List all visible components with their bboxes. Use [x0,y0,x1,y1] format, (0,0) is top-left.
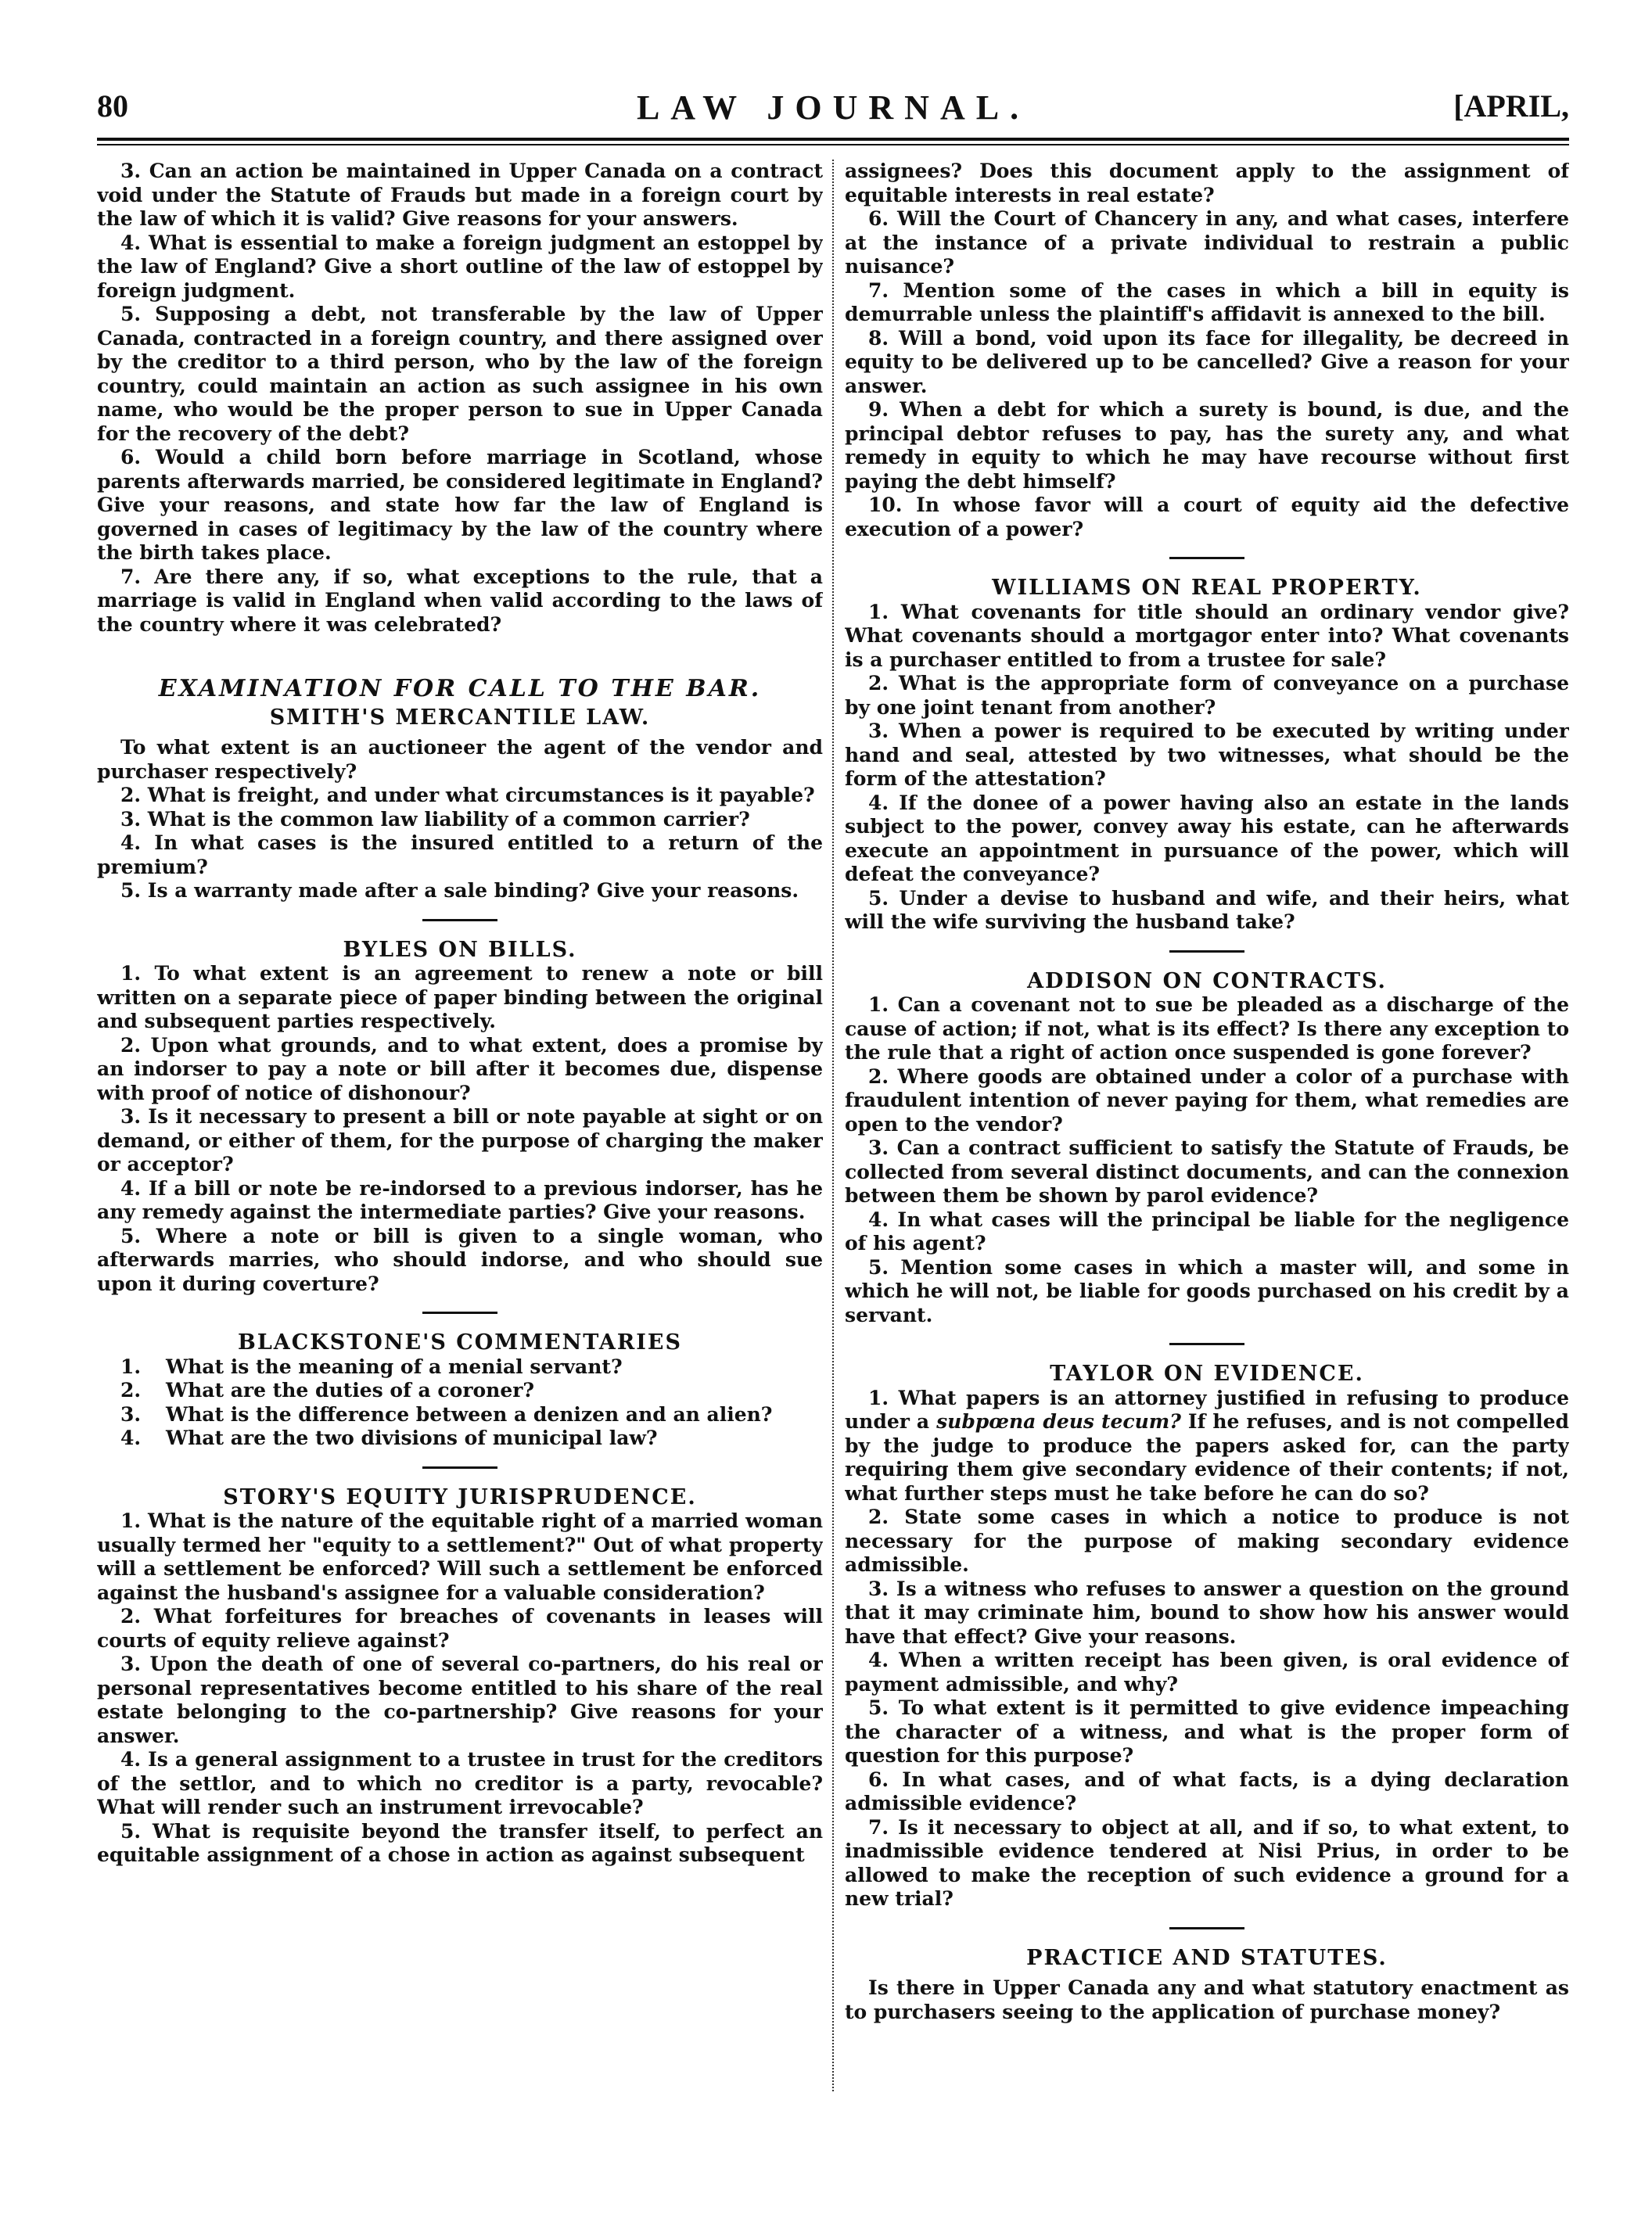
question: 8. Will a bond, void upon its face for illegality, be decreed in equity to be delivered up to be cancelled? Give a reason for your answer. [845,326,1569,397]
question: 4. Is a general assignment to a trustee in trust for the creditors of the settlor, and to which no creditor is a party, revocable? What will render such an instrument irrevocable? [97,1748,823,1818]
section-rule [422,1312,497,1314]
question: 6. In what cases, and of what facts, is a dying declaration admissible evidence? [845,1768,1569,1814]
question: 4. If the donee of a power having also an estate in the lands subject to the power, convey away his estate, can he afterwards execute an appointment in pursuance of the power, which will defeat the conveyance? [845,791,1569,885]
section-heading-blackstone: BLACKSTONE'S COMMENTARIES [238,1330,682,1355]
question: 5. What is requisite beyond the transfer itself, to perfect an equitable assignment of a chose in action as against subsequent [97,1819,823,1866]
question: 4. In what cases is the insured entitled to a return of the premium? [97,831,823,878]
section-heading-taylor: TAYLOR ON EVIDENCE. [1050,1362,1364,1386]
section-rule [422,919,497,921]
right-column [845,160,1569,2107]
question: 10. In whose favor will a court of equity aid the defective execution of a power? [845,494,1569,540]
question: assignees? Does this document apply to the assignment of equitable interests in real estate? [845,160,1569,206]
section-heading-williams: WILLIAMS ON REAL PROPERTY. [992,576,1422,600]
list-item: 3. What is the difference between a denizen and an alien? [120,1402,773,1426]
list-item: 2. What are the duties of a coroner? [120,1379,535,1402]
list-item: 1. What is the meaning of a menial servant? [120,1355,623,1378]
question: 5. Is a warranty made after a sale binding? Give your reasons. [120,879,799,902]
journal-title: LAW JOURNAL. [636,88,1030,127]
question: 1. What papers is an attorney justified in refusing to produce under a subpœna deus tecum? If he refuses, and is not compelled by the judge to produce the papers asked for, can the party requiring them give secondary evidence of their contents; if not, what further steps must he take before he can do so? [845,1386,1569,1505]
question: 5. Under a devise to husband and wife, and their heirs, what will the wife surviving the husband take? [845,886,1569,933]
latin-term: subpœna deus tecum? [936,1410,1181,1433]
question: 2. Upon what grounds, and to what extent, does a promise by an indorser to pay a note or bill after it becomes due, dispense with proof of notice of dishonour? [97,1033,823,1104]
question: To what extent is an auctioneer the agent of the vendor and purchaser respectively? [97,736,823,783]
left-column [97,160,823,2107]
question: 6. Would a child born before marriage in Scotland, whose parents afterwards married, be considered legitimate in England? Give your reasons, and state how far the law of England is governed in cases of legitimacy by the law of the country where the birth takes place. [97,446,823,564]
question: 5. Where a note or bill is given to a single woman, who afterwards marries, who should indorse, and who should sue upon it during coverture? [97,1224,823,1295]
question: 2. State some cases in which a notice to produce is not necessary for the purpose of making secondary evidence admissible. [845,1506,1569,1576]
section-heading-story: STORY'S EQUITY JURISPRUDENCE. [223,1484,697,1509]
question: 4. When a written receipt has been given, is oral evidence of payment admissible, and why? [845,1649,1569,1696]
question: 5. To what extent is it permitted to give evidence impeaching the character of a witness, and what is the proper form of question for this purpose? [845,1696,1569,1767]
section-rule [422,1466,497,1469]
question: 1. Can a covenant not to sue be pleaded as a discharge of the cause of action; if not, what is its effect? Is there any exception to the rule that a right of action once suspended is gone forever? [845,993,1569,1064]
question: 1. What is the nature of the equitable right of a married woman usually termed her "equity to a settlement?" Out of what property will a settlement be enforced? Will such a settlement be enforced against the husband's assignee for a valuable consideration? [97,1509,823,1604]
running-head [97,88,1569,131]
section-heading-smith: SMITH'S MERCANTILE LAW. [269,705,651,730]
question: 3. Is it necessary to present a bill or note payable at sight or on demand, or either of them, for the purpose of charging the maker or acceptor? [97,1105,823,1176]
question: 7. Mention some of the cases in which a bill in equity is demurrable unless the plaintiff's affidavit is annexed to the bill. [845,278,1569,325]
question: 1. What covenants for title should an ordinary vendor give? What covenants should a mortgagor enter into? What covenants is a purchaser entitled to from a trustee for sale? [845,600,1569,671]
section-rule [1169,557,1244,559]
header-rule-thick [97,138,1569,141]
question: 9. When a debt for which a surety is bound, is due, and the principal debtor refuses to pay, has the surety any, and what remedy in equity to which he may have recourse without first paying the debt himself? [845,398,1569,493]
question: 3. Upon the death of one of several co-partners, do his real or personal representatives become entitled to his share of the real estate belonging to the co-partnership? Give reasons for your answer. [97,1653,823,1747]
question: 3. What is the common law liability of a common carrier? [120,807,750,831]
section-rule [1169,1343,1244,1345]
question: 5. Supposing a debt, not transferable by the law of Upper Canada, contracted in a foreign country, and there assigned over by the creditor to a third person, who by the law of the foreign country, could maintain an action as such assignee in his own name, who would be the proper person to sue in Upper Canada for the recovery of the debt? [97,303,823,445]
question: 2. What forfeitures for breaches of covenants in leases will courts of equity relieve against? [97,1605,823,1652]
question: 4. If a bill or note be re-indorsed to a previous indorser, has he any remedy against the intermediate parties? Give your reasons. [97,1176,823,1223]
section-rule [1169,950,1244,953]
question: 3. Can an action be maintained in Upper Canada on a contract void under the Statute of Frauds but made in a foreign court by the law of which it is valid? Give reasons for your answers. [97,160,823,230]
question: 7. Is it necessary to object at all, and if so, to what extent, to inadmissible evidence tendered at Nisi Prius, in order to be allowed to make the reception of such evidence a ground for a new trial? [845,1815,1569,1910]
section-heading-practice: PRACTICE AND STATUTES. [1026,1945,1388,1970]
header-rule-thin [97,144,1569,145]
question: 2. Where goods are obtained under a color of a purchase with fraudulent intention of never paying for them, what remedies are open to the vendor? [845,1064,1569,1136]
question: 3. Can a contract sufficient to satisfy the Statute of Frauds, be collected from several distinct documents, and can the connexion between them be shown by parol evidence? [845,1136,1569,1207]
question: 4. What is essential to make a foreign judgment an estoppel by the law of England? Give a short outline of the law of estoppel by foreign judgment. [97,231,823,302]
question: 4. In what cases will the principal be liable for the negligence of his agent? [845,1208,1569,1254]
question: 1. To what extent is an agreement to renew a note or bill written on a separate piece of paper binding between the original and subsequent parties respectively. [97,962,823,1032]
question: 2. What is the appropriate form of conveyance on a purchase by one joint tenant from another? [845,672,1569,719]
question: 7. Are there any, if so, what exceptions to the rule, that a marriage is valid in England when valid according to the laws of the country where it was celebrated? [97,565,823,636]
issue-month: [APRIL, [1453,88,1569,124]
section-rule [1169,1927,1244,1929]
list-item: 4. What are the two divisions of municipal law? [120,1427,658,1449]
question: 6. Will the Court of Chancery in any, and what cases, interfere at the instance of a private individual to restrain a public nuisance? [845,207,1569,278]
section-heading-byles: BYLES ON BILLS. [343,937,577,962]
question: 2. What is freight, and under what circumstances is it payable? [120,784,815,806]
question: Is there in Upper Canada any and what statutory enactment as to purchasers seeing to the application of purchase money? [845,1976,1569,2023]
question: 3. Is a witness who refuses to answer a question on the ground that it may criminate him, bound to show how his answer would have that effect? Give your reasons. [845,1577,1569,1648]
page-number: 80 [97,88,128,124]
section-heading-addison: ADDISON ON CONTRACTS. [1027,968,1387,993]
question: 3. When a power is required to be executed by writing under hand and seal, attested by two witnesses, what should be the form of the attestation? [845,720,1569,790]
column-divider [832,160,834,2091]
question: 5. Mention some cases in which a master will, and some in which he will not, be liable for goods purchased on his credit by a servant. [845,1255,1569,1326]
exam-heading: EXAMINATION FOR CALL TO THE BAR. [158,675,762,702]
